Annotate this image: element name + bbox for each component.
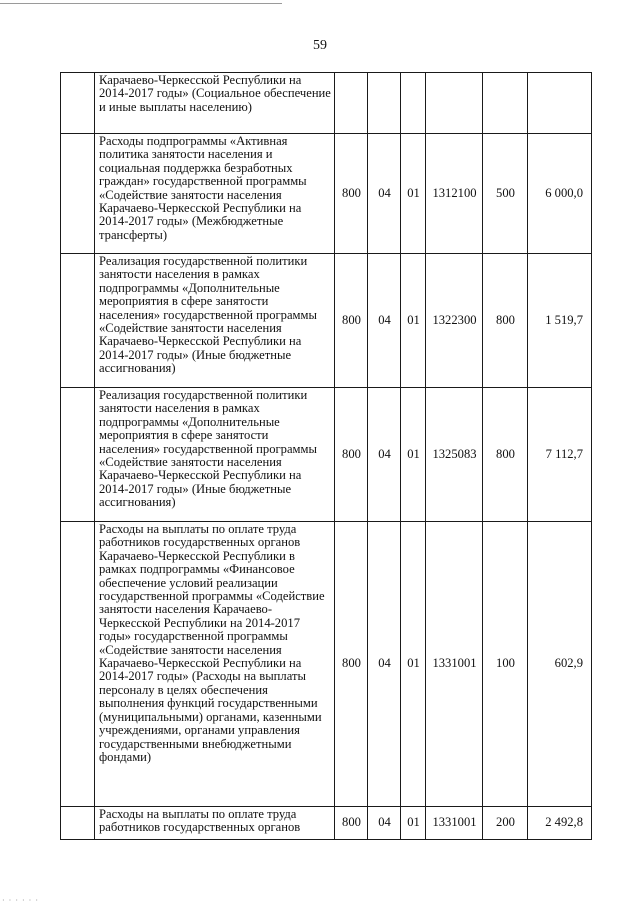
row-amount: 6 000,0: [528, 134, 592, 254]
row-code-col-d: 1312100: [426, 134, 483, 254]
top-rule: [0, 3, 282, 4]
table-row: [61, 254, 592, 388]
blank-cell: [61, 522, 95, 807]
row-code-col-d: 1331001: [426, 522, 483, 807]
blank-cell: [61, 73, 95, 134]
blank-cell: [61, 254, 95, 388]
table-row: [61, 522, 592, 807]
row-description: Расходы подпрограммы «Активная политика занятости населения и социальная поддержка безработных граждан» государственной программы «Содействие занятости населения Карачаево-Черкесской Республики на 2014-2017 годы» (Межбюджетные трансферты): [95, 134, 335, 254]
row-code-col-b: [368, 73, 401, 134]
blank-cell: [61, 134, 95, 254]
page-number: 59: [313, 38, 327, 53]
row-code-col-c: 01: [401, 522, 426, 807]
row-code-col-c: 01: [401, 388, 426, 522]
row-code-col-c: [401, 73, 426, 134]
row-code-col-a: 800: [335, 522, 368, 807]
row-code-col-c: 01: [401, 134, 426, 254]
row-code-col-b: 04: [368, 134, 401, 254]
table-row: [61, 807, 592, 840]
table-row: [61, 134, 592, 254]
row-code-col-b: 04: [368, 522, 401, 807]
row-code-col-d: [426, 73, 483, 134]
row-amount: 7 112,7: [528, 388, 592, 522]
blank-cell: [61, 807, 95, 840]
row-amount: 2 492,8: [528, 807, 592, 840]
row-amount: [528, 73, 592, 134]
row-description: Расходы на выплаты по оплате труда работников государственных органов: [95, 807, 335, 840]
table-row: [61, 388, 592, 522]
row-code-col-d: 1331001: [426, 807, 483, 840]
row-description: Реализация государственной политики занятости населения в рамках подпрограммы «Дополнительные мероприятия в сфере занятости населения» государственной программы «Содействие занятости населения Карачаево-Черкесской Республики на 2014-2017 годы» (Иные бюджетные ассигнования): [95, 254, 335, 388]
row-code-col-e: 100: [483, 522, 528, 807]
row-code-col-e: 800: [483, 254, 528, 388]
row-code-col-a: [335, 73, 368, 134]
footer-scan-marks: · · · · · ·: [2, 896, 39, 905]
row-code-col-e: [483, 73, 528, 134]
row-code-col-d: 1325083: [426, 388, 483, 522]
row-amount: 1 519,7: [528, 254, 592, 388]
row-description: Реализация государственной политики занятости населения в рамках подпрограммы «Дополнительные мероприятия в сфере занятости населения» государственной программы «Содействие занятости населения Карачаево-Черкесской Республики на 2014-2017 годы» (Иные бюджетные ассигнования): [95, 388, 335, 522]
budget-table: [60, 72, 592, 840]
row-amount: 602,9: [528, 522, 592, 807]
row-code-col-b: 04: [368, 254, 401, 388]
row-code-col-e: 500: [483, 134, 528, 254]
row-code-col-e: 200: [483, 807, 528, 840]
row-code-col-a: 800: [335, 134, 368, 254]
row-code-col-e: 800: [483, 388, 528, 522]
row-code-col-c: 01: [401, 807, 426, 840]
row-code-col-b: 04: [368, 807, 401, 840]
table-row: [61, 73, 592, 134]
blank-cell: [61, 388, 95, 522]
row-code-col-a: 800: [335, 254, 368, 388]
row-code-col-b: 04: [368, 388, 401, 522]
row-description: Карачаево-Черкесской Республики на 2014-2017 годы» (Социальное обеспечение и иные выплаты населению): [95, 73, 335, 134]
row-description: Расходы на выплаты по оплате труда работников государственных органов Карачаево-Черкесской Республики в рамках подпрограммы «Финансовое обеспечение условий реализации государственной программы «Содействие занятости населения Карачаево-Черкесской Республики на 2014-2017 годы» государственной программы «Содействие занятости населения Карачаево-Черкесской Республики на 2014-2017 годы» (Расходы на выплаты персоналу в целях обеспечения выполнения функций государственными (муниципальными) органами, казенными учреждениями, органами управления государственными внебюджетными фондами): [95, 522, 335, 807]
row-code-col-c: 01: [401, 254, 426, 388]
row-code-col-a: 800: [335, 388, 368, 522]
row-code-col-a: 800: [335, 807, 368, 840]
row-code-col-d: 1322300: [426, 254, 483, 388]
